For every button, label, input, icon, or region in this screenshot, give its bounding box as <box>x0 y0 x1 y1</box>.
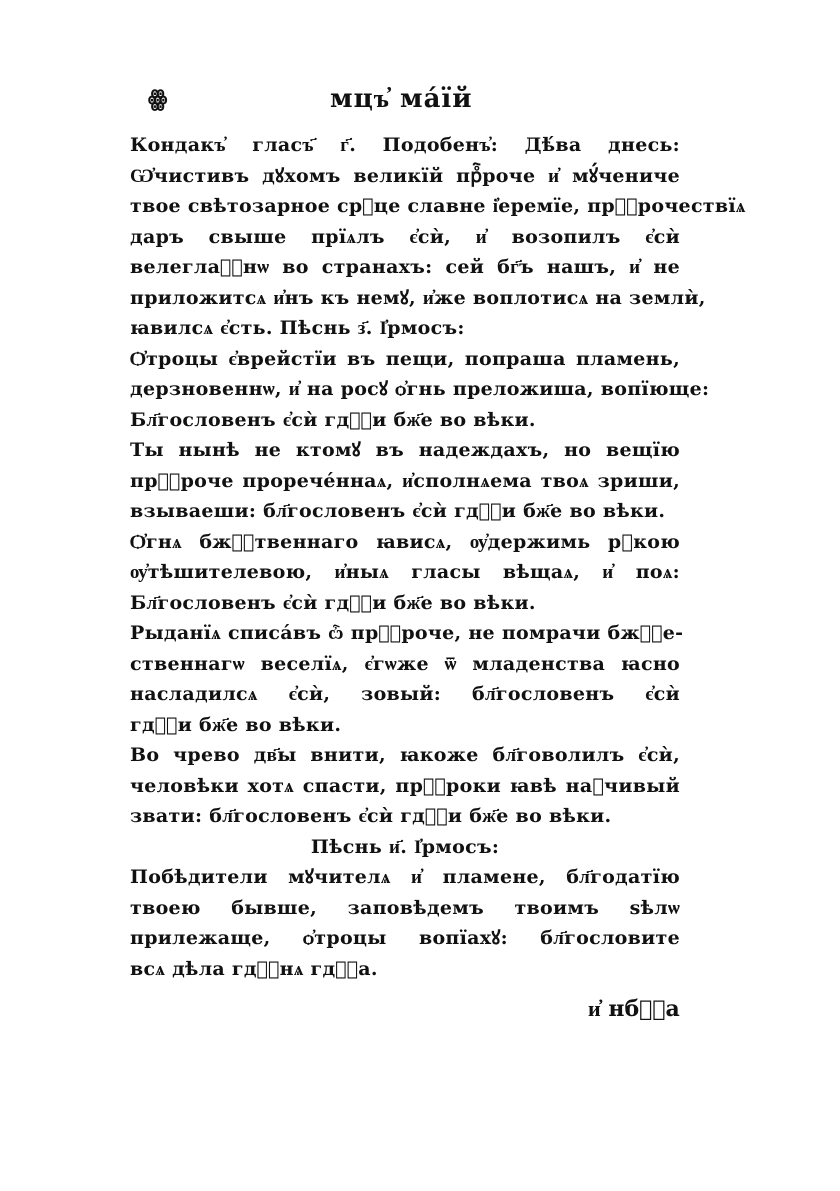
text-line: насладилсѧ є҆сѝ, зовый: бл҃гословенъ є҆сѝ <box>130 683 680 705</box>
text-line: приложитсѧ и҆нъ къ немꙋ, и҆же воплотисѧ на землѝ, <box>130 286 706 309</box>
text-line: дерзновеннѡ, и҆ на росꙋ ѻ҆гнь преложиша, вопїюще: <box>130 378 710 400</box>
section-heading: Пѣснь и҃. І҆рмосъ: <box>310 835 500 858</box>
text-line: звати: бл҃гословенъ є҆сѝ гдⷭ҇и бж҃е во вѣки. <box>130 805 612 827</box>
text-line: взываеши: бл҃гословенъ є҆сѝ гдⷭ҇и бж҃е во вѣки. <box>130 500 666 522</box>
text-line: Бл҃гословенъ є҆сѝ гдⷭ҇и бж҃е во вѣки. <box>130 591 536 614</box>
text-line: Ѻ҆троцы є҆врейстїи въ пещи, попраша пламень, <box>130 347 680 370</box>
running-head: мцъ҆ мáїй <box>330 84 473 114</box>
catchword: и҆ нбⷭ҇а <box>588 996 680 1022</box>
text-line: твое свѣтозарное срⷣце славне і҆еремїе, прⷪ҇рочествїѧ <box>130 195 746 217</box>
text-line: ꙗвилсѧ є҆сть. Пѣснь з҃. І҆рмосъ: <box>130 317 465 339</box>
text-line: Ты нынѣ не ктомꙋ въ надеждахъ, но вещїю <box>130 439 680 461</box>
text-line: Ѡ҆чистивъ дꙋхомъ великїй прⷪ҇роче и҆ мꙋ́чениче <box>130 164 680 187</box>
text-line: прилежаще, ѻ҆троцы вопїахꙋ: бл҃гословите <box>130 927 680 949</box>
text-line: Рыданїѧ списа́въ ѽ прⷪ҇роче, не помрачи бжⷭ҇е- <box>130 622 684 644</box>
text-line: Бл҃гословенъ є҆сѝ гдⷭ҇и бж҃е во вѣки. <box>130 408 536 431</box>
text-line: прⷪ҇роче прорече́ннаѧ, и҆сполнѧема твоѧ зриши, <box>130 469 680 492</box>
text-line: ственнагѡ веселїѧ, є҆гѡже ѿ младенства ꙗсно <box>130 652 680 675</box>
text-line: всѧ дѣла гдⷭ҇нѧ гдⷭ҇а. <box>130 957 378 980</box>
text-line: ѹ҆тѣшителевою, и҆ныѧ гласы вѣщаѧ, и҆ поѧ: <box>130 561 680 583</box>
text-line: гдⷭ҇и бж҃е во вѣки. <box>130 713 342 736</box>
text-line: Ѻ҆гнѧ бжⷭ҇твеннаго ꙗвисѧ, ѹ҆держимь рꙋкою <box>130 530 680 553</box>
text-line: Во чрево дв҃ы внити, ꙗкоже бл҃говолилъ є҆сѝ, <box>130 744 680 766</box>
text-line: Кондакъ҆ гласъ҃ г҃. Подобенъ҆: Дѣ́ва днесь: <box>130 134 680 156</box>
text-line: Побѣдители мꙋчителѧ и҆ пламене, бл҃годатїю <box>130 866 680 888</box>
body-text <box>130 130 746 984</box>
text-line: велеглаⷭ҇нѡ во странахъ: сей бг҃ъ нашъ, и҆ не <box>130 256 680 278</box>
page-mark: ꙮ <box>148 86 168 112</box>
text-line: твоею бывше, заповѣдемъ твоимъ ѕѣлѡ <box>130 896 680 919</box>
text-line: даръ свыше прїѧлъ є҆сѝ, и҆ возопилъ є҆сѝ <box>130 225 680 248</box>
text-line: человѣки хотѧ спасти, прⷪ҇роки ꙗвѣ наꙋчивый <box>130 774 680 797</box>
